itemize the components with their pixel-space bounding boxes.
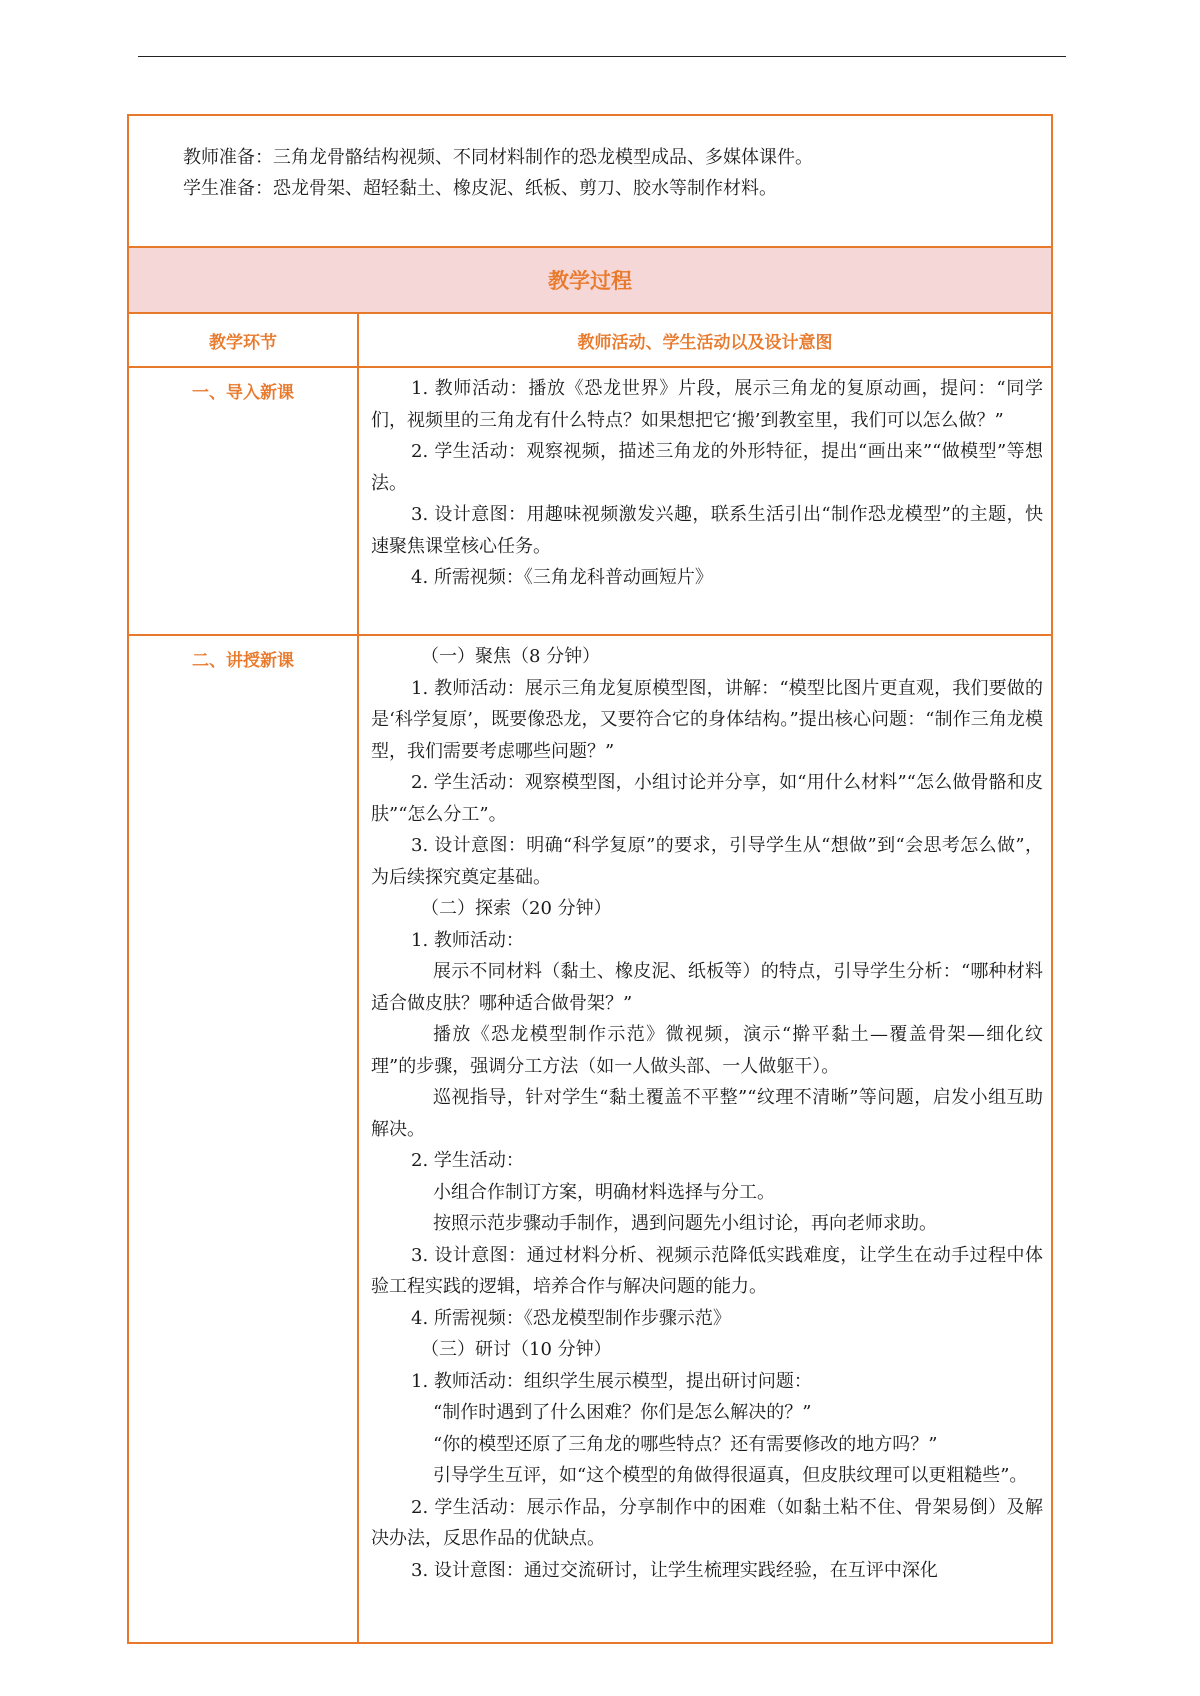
paragraph: 2. 学生活动：观察视频，描述三角龙的外形特征，提出“画出来”“做模型”等想法。 [371, 441, 1043, 494]
paragraph: 2. 学生活动：展示作品，分享制作中的困难（如黏土粘不住、骨架易倒）及解决办法，反思作品的优缺点。 [371, 1496, 1043, 1549]
paragraph: 3. 设计意图：用趣味视频激发兴趣，联系生活引出“制作恐龙模型”的主题，快速聚焦课堂核心任务。 [371, 504, 1043, 557]
paragraph: 小组合作制订方案，明确材料选择与分工。 [433, 1181, 775, 1203]
section-row-introduction [128, 367, 1052, 635]
paragraph: 巡视指导，针对学生“黏土覆盖不平整”“纹理不清晰”等问题，启发小组互助解决。 [371, 1087, 1043, 1140]
stage-label: 二、讲授新课 [128, 635, 358, 1643]
process-title: 教学过程 [128, 247, 1052, 313]
column-header-row [128, 313, 1052, 367]
paragraph: 播放《恐龙模型制作示范》微视频，演示“擀平黏土—覆盖骨架—细化纹理”的步骤，强调分工方法（如一人做头部、一人做躯干）。 [371, 1024, 1043, 1077]
stage-column-header: 教学环节 [128, 313, 358, 367]
paragraph: 展示不同材料（黏土、橡皮泥、纸板等）的特点，引导学生分析：“哪种材料适合做皮肤？哪种适合做骨架？” [371, 961, 1043, 1014]
preparation-cell [128, 115, 1052, 247]
activities-column-header: 教师活动、学生活动以及设计意图 [358, 313, 1052, 367]
lesson-plan-table [127, 114, 1051, 1644]
paragraph: 4. 所需视频：《恐龙模型制作步骤示范》 [411, 1307, 731, 1329]
paragraph: 2. 学生活动：观察模型图，小组讨论并分享，如“用什么材料”“怎么做骨骼和皮肤”“怎么分工”。 [371, 772, 1043, 825]
teacher-preparation: 教师准备：三角龙骨骼结构视频、不同材料制作的恐龙模型成品、多媒体课件。 [183, 147, 813, 168]
subsection-heading: （二）探索（20 分钟） [421, 898, 612, 919]
paragraph: 3. 设计意图：明确“科学复原”的要求，引导学生从“想做”到“会思考怎么做”，为后续探究奠定基础。 [371, 835, 1043, 888]
subsection-heading: （三）研讨（10 分钟） [421, 1339, 612, 1360]
paragraph: 1. 教师活动：展示三角龙复原模型图，讲解：“模型比图片更直观，我们要做的是‘科学复原’，既要像恐龙，又要符合它的身体结构。”提出核心问题：“制作三角龙模型，我们需要考虑哪些问题？” [371, 677, 1043, 762]
paragraph: 2. 学生活动： [411, 1150, 524, 1171]
paragraph: “制作时遇到了什么困难？你们是怎么解决的？” [433, 1402, 812, 1423]
activities-cell [358, 635, 1052, 1643]
subsection-heading: （一）聚焦（8 分钟） [421, 646, 601, 667]
preparation-row [128, 115, 1052, 247]
paragraph: 3. 设计意图：通过材料分析、视频示范降低实践难度，让学生在动手过程中体验工程实践的逻辑，培养合作与解决问题的能力。 [371, 1244, 1043, 1297]
process-title-row [128, 247, 1052, 313]
paragraph: 1. 教师活动： [411, 929, 524, 951]
paragraph: 1. 教师活动：组织学生展示模型，提出研讨问题： [411, 1370, 812, 1392]
stage-label: 一、导入新课 [128, 367, 358, 635]
student-preparation: 学生准备：恐龙骨架、超轻黏土、橡皮泥、纸板、剪刀、胶水等制作材料。 [183, 178, 777, 199]
activities-cell [358, 367, 1052, 635]
section-row-new-lesson [128, 635, 1052, 1643]
paragraph: 3. 设计意图：通过交流研讨，让学生梳理实践经验，在互评中深化 [411, 1559, 938, 1581]
paragraph: 按照示范步骤动手制作，遇到问题先小组讨论，再向老师求助。 [433, 1213, 937, 1234]
paragraph: 引导学生互评，如“这个模型的角做得很逼真，但皮肤纹理可以更粗糙些”。 [433, 1465, 1028, 1486]
header-rule [138, 56, 1066, 57]
paragraph: 1. 教师活动：播放《恐龙世界》片段，展示三角龙的复原动画，提问：“同学们，视频里的三角龙有什么特点？如果想把它‘搬’到教室里，我们可以怎么做？” [371, 378, 1043, 431]
paragraph: 4. 所需视频：《三角龙科普动画短片》 [411, 567, 713, 588]
paragraph: “你的模型还原了三角龙的哪些特点？还有需要修改的地方吗？” [433, 1433, 938, 1455]
